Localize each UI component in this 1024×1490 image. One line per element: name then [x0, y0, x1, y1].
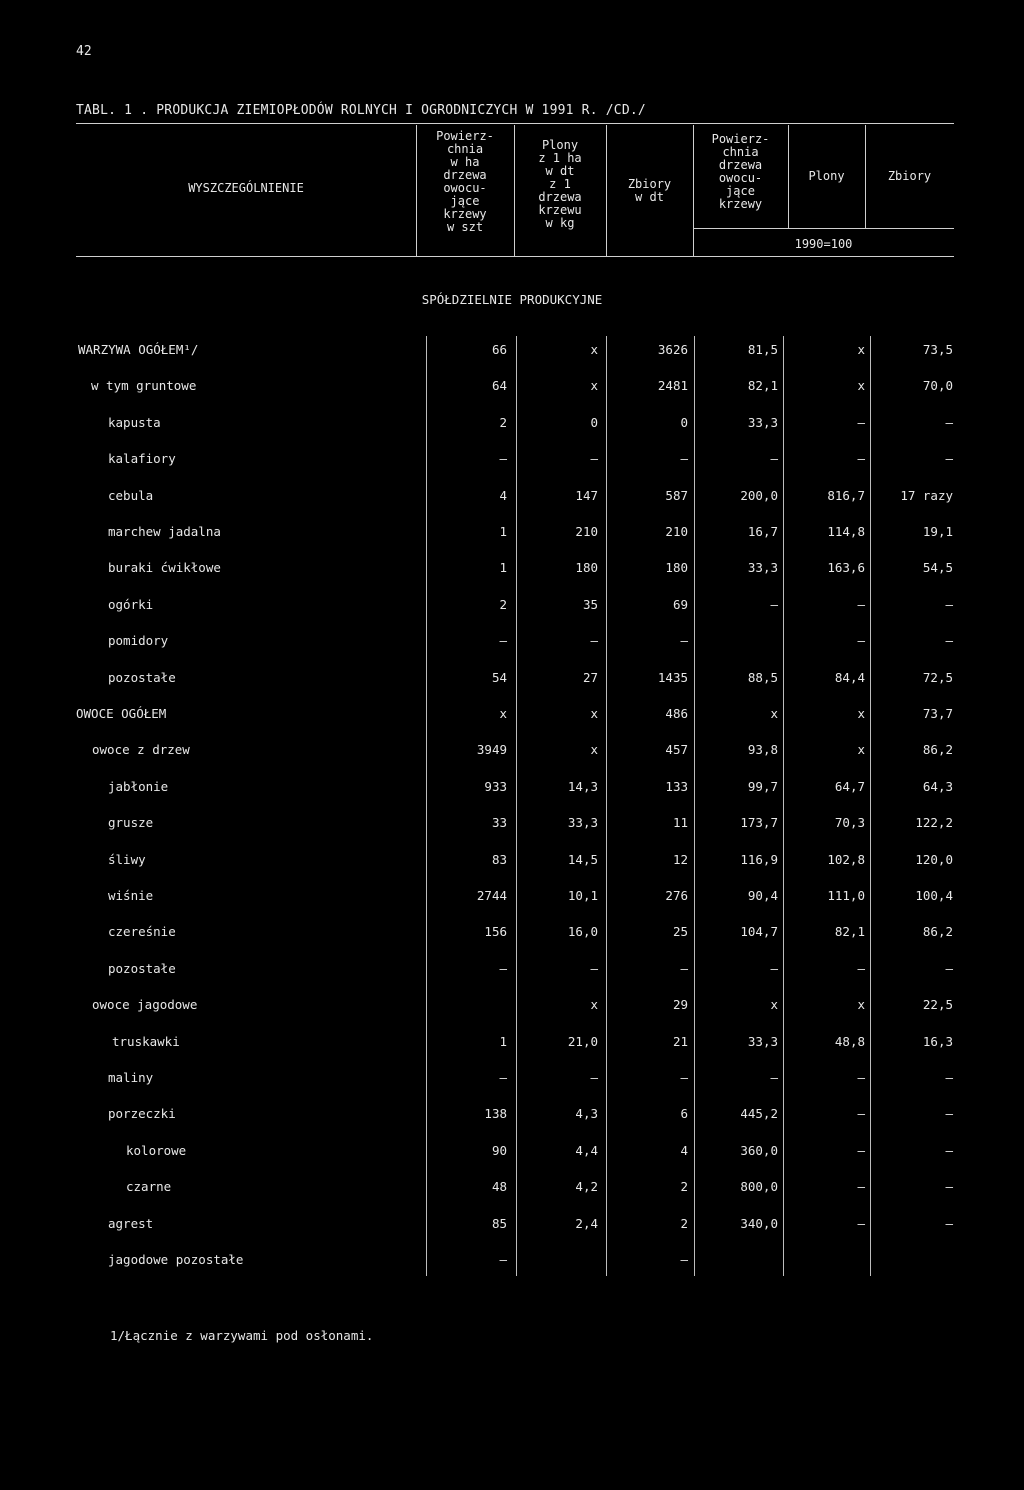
table-cell: 116,9	[740, 852, 778, 867]
table-cell: x	[590, 342, 598, 357]
table-row	[0, 1070, 1024, 1090]
col-yield-index-header: Plony	[808, 169, 845, 183]
table-cell: x	[499, 706, 507, 721]
table-cell: 27	[582, 670, 598, 685]
table-cell: 147	[575, 488, 598, 503]
table-cell: 73,7	[922, 706, 953, 721]
table-cell: 0	[590, 415, 598, 430]
table-cell: 1435	[657, 670, 688, 685]
table-cell: 1	[499, 560, 507, 575]
table-cell: –	[680, 1252, 688, 1267]
table-cell: –	[590, 1070, 598, 1085]
table-cell: –	[680, 633, 688, 648]
table-cell: –	[590, 451, 598, 466]
table-cell: 93,8	[747, 742, 778, 757]
table-cell: 16,0	[567, 924, 598, 939]
table-cell: 210	[665, 524, 688, 539]
table-cell: 82,1	[747, 378, 778, 393]
table-cell: –	[945, 451, 953, 466]
table-row	[0, 560, 1024, 580]
table-cell: 70,3	[834, 815, 865, 830]
table-cell: 4,3	[575, 1106, 598, 1121]
table-cell: 35	[582, 597, 598, 612]
table-cell: –	[945, 1070, 953, 1085]
table-row	[0, 597, 1024, 617]
table-cell: x	[857, 742, 865, 757]
table-cell: x	[590, 742, 598, 757]
table-cell: 73,5	[922, 342, 953, 357]
table-cell: 816,7	[827, 488, 865, 503]
table-cell: 2	[499, 415, 507, 430]
table-cell: 2	[680, 1179, 688, 1194]
table-cell: –	[499, 1070, 507, 1085]
table-cell: 180	[665, 560, 688, 575]
section-title: SPÓŁDZIELNIE PRODUKCYJNE	[421, 292, 603, 307]
column-divider	[606, 336, 607, 1276]
table-cell: 25	[672, 924, 688, 939]
table-cell: –	[945, 1216, 953, 1231]
table-cell: 0	[680, 415, 688, 430]
table-cell: 83	[491, 852, 507, 867]
row-label: grusze	[108, 815, 154, 830]
table-cell: 22,5	[922, 997, 953, 1012]
table-cell: 180	[575, 560, 598, 575]
table-cell: –	[945, 597, 953, 612]
table-row	[0, 852, 1024, 872]
table-row	[0, 742, 1024, 762]
table-cell: 88,5	[747, 670, 778, 685]
table-cell: 6	[680, 1106, 688, 1121]
table-cell: x	[770, 997, 778, 1012]
table-cell: –	[857, 597, 865, 612]
table-cell: 111,0	[827, 888, 865, 903]
table-cell: 163,6	[827, 560, 865, 575]
row-label: kolorowe	[126, 1143, 187, 1158]
table-cell: –	[857, 1216, 865, 1231]
table-cell: –	[945, 961, 953, 976]
table-cell: x	[857, 378, 865, 393]
table-title: TABL. 1 . PRODUKCJA ZIEMIOPŁODÓW ROLNYCH I OGRODNICZYCH W 1991 R. /CD./	[76, 103, 646, 118]
table-cell: –	[857, 1179, 865, 1194]
table-cell: –	[945, 633, 953, 648]
table-cell: –	[680, 451, 688, 466]
table-cell: 104,7	[740, 924, 778, 939]
table-row	[0, 670, 1024, 690]
table-cell: 100,4	[915, 888, 953, 903]
table-cell: 84,4	[834, 670, 865, 685]
row-label: czarne	[126, 1179, 172, 1194]
row-label: porzeczki	[108, 1106, 176, 1121]
table-row	[0, 924, 1024, 944]
row-label-header: WYSZCZEGÓLNIENIE	[188, 181, 304, 195]
table-cell: –	[680, 961, 688, 976]
table-cell: 64,3	[922, 779, 953, 794]
table-cell: 4	[499, 488, 507, 503]
table-cell: 69	[672, 597, 688, 612]
footnote: 1/Łącznie z warzywami pod osłonami.	[110, 1328, 374, 1343]
table-cell: –	[857, 1106, 865, 1121]
table-cell: x	[857, 706, 865, 721]
table-cell: –	[590, 961, 598, 976]
table-cell: 72,5	[922, 670, 953, 685]
table-cell: 82,1	[834, 924, 865, 939]
table-cell: x	[857, 342, 865, 357]
table-cell: 33,3	[567, 815, 598, 830]
table-row	[0, 1034, 1024, 1054]
table-cell: 122,2	[915, 815, 953, 830]
table-cell: x	[770, 706, 778, 721]
row-label: agrest	[108, 1216, 154, 1231]
row-label: owoce z drzew	[92, 742, 190, 757]
table-cell: –	[857, 633, 865, 648]
table-cell: x	[590, 706, 598, 721]
table-cell: 33,3	[747, 560, 778, 575]
table-cell: 587	[665, 488, 688, 503]
row-label: OWOCE OGÓŁEM	[76, 706, 167, 721]
table-cell: –	[499, 451, 507, 466]
table-cell: 210	[575, 524, 598, 539]
table-cell: 340,0	[740, 1216, 778, 1231]
table-cell: 17 razy	[900, 488, 953, 503]
table-row	[0, 706, 1024, 726]
table-row	[0, 524, 1024, 544]
table-cell: 33,3	[747, 1034, 778, 1049]
table-cell: 14,3	[567, 779, 598, 794]
table-cell: 19,1	[922, 524, 953, 539]
table-cell: –	[945, 1143, 953, 1158]
table-cell: 445,2	[740, 1106, 778, 1121]
table-cell: –	[857, 1143, 865, 1158]
table-cell: 14,5	[567, 852, 598, 867]
table-cell: 4,2	[575, 1179, 598, 1194]
table-cell: 64,7	[834, 779, 865, 794]
col-harvest-header: Zbiory w dt	[627, 177, 672, 204]
row-label: kalafiory	[108, 451, 176, 466]
table-row	[0, 1143, 1024, 1163]
table-cell: 933	[484, 779, 507, 794]
table-cell: 200,0	[740, 488, 778, 503]
table-row	[0, 451, 1024, 471]
table-cell: 4,4	[575, 1143, 598, 1158]
table-cell: x	[590, 378, 598, 393]
table-cell: 276	[665, 888, 688, 903]
col-harvest-index-header: Zbiory	[887, 169, 932, 183]
table-cell: 3626	[657, 342, 688, 357]
table-cell: 457	[665, 742, 688, 757]
table-cell: 3949	[476, 742, 507, 757]
table-cell: 54,5	[922, 560, 953, 575]
table-cell: –	[770, 451, 778, 466]
table-cell: 133	[665, 779, 688, 794]
table-cell: 360,0	[740, 1143, 778, 1158]
table-cell: 4	[680, 1143, 688, 1158]
row-label: pozostałe	[108, 670, 176, 685]
table-row	[0, 1179, 1024, 1199]
col-area-header: Powierz- chnia w ha drzewa owocu- jące krzewy w szt	[436, 129, 494, 234]
table-cell: –	[770, 961, 778, 976]
table-cell: –	[857, 1070, 865, 1085]
table-row	[0, 342, 1024, 362]
table-cell: –	[857, 415, 865, 430]
table-cell: 81,5	[747, 342, 778, 357]
row-label: ogórki	[108, 597, 154, 612]
page-number: 42	[76, 44, 92, 59]
column-divider	[870, 336, 871, 1276]
table-cell: 48,8	[834, 1034, 865, 1049]
table-row	[0, 1216, 1024, 1236]
table-cell: –	[857, 451, 865, 466]
table-row	[0, 415, 1024, 435]
column-divider	[426, 336, 427, 1276]
table-cell: 1	[499, 524, 507, 539]
table-cell: 10,1	[567, 888, 598, 903]
table-cell: 2744	[476, 888, 507, 903]
table-cell: –	[499, 633, 507, 648]
table-cell: 12	[672, 852, 688, 867]
header-base-rule	[693, 228, 954, 229]
table-cell: 156	[484, 924, 507, 939]
header-bottom-rule	[76, 256, 954, 257]
row-label: pomidory	[108, 633, 169, 648]
row-label: wiśnie	[108, 888, 154, 903]
row-label: buraki ćwikłowe	[108, 560, 221, 575]
table-cell: 33	[491, 815, 507, 830]
table-cell: 66	[491, 342, 507, 357]
table-header	[76, 123, 954, 259]
row-label: jagodowe pozostałe	[108, 1252, 244, 1267]
table-cell: –	[770, 1070, 778, 1085]
table-cell: 48	[491, 1179, 507, 1194]
table-cell: 33,3	[747, 415, 778, 430]
row-label: WARZYWA OGÓŁEM¹/	[78, 342, 199, 357]
base-year-label: 1990=100	[794, 237, 853, 251]
table-cell: 86,2	[922, 924, 953, 939]
row-label: maliny	[108, 1070, 154, 1085]
column-divider	[783, 336, 784, 1276]
table-cell: 29	[672, 997, 688, 1012]
table-row	[0, 1106, 1024, 1126]
table-row	[0, 779, 1024, 799]
row-label: cebula	[108, 488, 154, 503]
table-cell: 21	[672, 1034, 688, 1049]
table-cell: 64	[491, 378, 507, 393]
row-label: jabłonie	[108, 779, 169, 794]
table-cell: –	[590, 633, 598, 648]
table-cell: 16,3	[922, 1034, 953, 1049]
table-cell: –	[680, 1070, 688, 1085]
row-label: pozostałe	[108, 961, 176, 976]
table-cell: x	[857, 997, 865, 1012]
table-cell: 11	[672, 815, 688, 830]
row-label: marchew jadalna	[108, 524, 221, 539]
table-cell: –	[945, 1106, 953, 1121]
table-cell: 2481	[657, 378, 688, 393]
row-label: owoce jagodowe	[92, 997, 198, 1012]
row-label: śliwy	[108, 852, 146, 867]
table-row	[0, 633, 1024, 653]
table-row	[0, 488, 1024, 508]
table-cell: 2	[680, 1216, 688, 1231]
table-cell: 90	[491, 1143, 507, 1158]
table-cell: 2	[499, 597, 507, 612]
table-cell: 99,7	[747, 779, 778, 794]
table-cell: 114,8	[827, 524, 865, 539]
table-cell: –	[945, 415, 953, 430]
table-cell: 85	[491, 1216, 507, 1231]
table-row	[0, 815, 1024, 835]
row-label: truskawki	[112, 1034, 180, 1049]
table-cell: 16,7	[747, 524, 778, 539]
col-yield-header: Plony z 1 ha w dt z 1 drzewa krzewu w kg	[538, 138, 582, 230]
table-cell: 102,8	[827, 852, 865, 867]
table-cell: –	[499, 1252, 507, 1267]
table-row	[0, 888, 1024, 908]
table-cell: 486	[665, 706, 688, 721]
table-row	[0, 378, 1024, 398]
col-area-index-header: Powierz- chnia drzewa owocu- jące krzewy	[711, 132, 770, 211]
table-cell: 173,7	[740, 815, 778, 830]
table-cell: 70,0	[922, 378, 953, 393]
table-cell: –	[857, 961, 865, 976]
table-cell: 800,0	[740, 1179, 778, 1194]
table-row	[0, 961, 1024, 981]
table-cell: 138	[484, 1106, 507, 1121]
row-label: kapusta	[108, 415, 161, 430]
table-cell: –	[945, 1179, 953, 1194]
table-cell: –	[499, 961, 507, 976]
table-cell: 54	[491, 670, 507, 685]
table-row	[0, 1252, 1024, 1272]
table-cell: 21,0	[567, 1034, 598, 1049]
table-cell: 86,2	[922, 742, 953, 757]
row-label: w tym gruntowe	[91, 378, 197, 393]
column-divider	[516, 336, 517, 1276]
table-cell: 120,0	[915, 852, 953, 867]
row-label: czereśnie	[108, 924, 176, 939]
table-cell: 1	[499, 1034, 507, 1049]
table-cell: 2,4	[575, 1216, 598, 1231]
table-cell: x	[590, 997, 598, 1012]
table-row	[0, 997, 1024, 1017]
table-cell: 90,4	[747, 888, 778, 903]
table-cell: –	[770, 597, 778, 612]
column-divider	[694, 336, 695, 1276]
header-top-rule	[76, 123, 954, 124]
